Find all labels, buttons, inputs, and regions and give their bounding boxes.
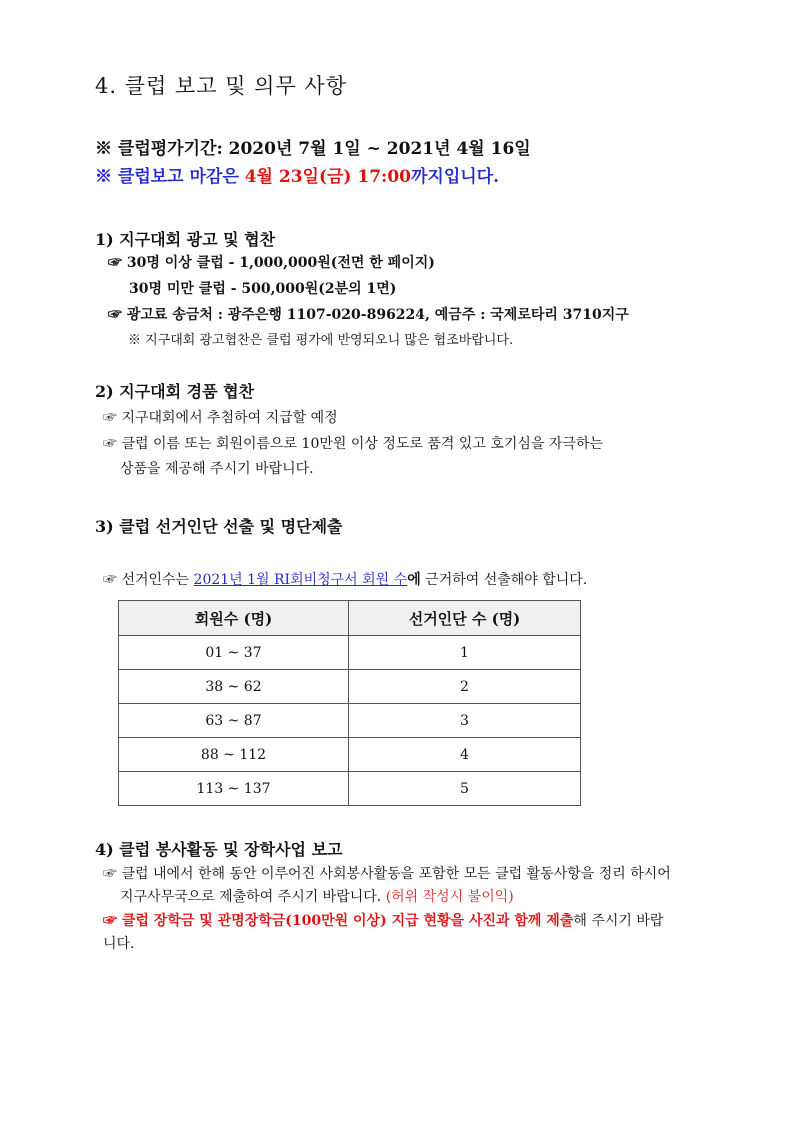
prize-line-2: ☞ 클럽 이름 또는 회원이름으로 10만원 이상 정도로 품격 있고 호기심을 자극하는 [103, 436, 604, 452]
member-range-cell: 38 ~ 62 [119, 670, 349, 704]
section-title: 4. 클럽 보고 및 의무 사항 [95, 74, 347, 98]
subsection-2-title: 2) 지구대회 경품 협찬 [95, 382, 255, 401]
elector-intro [103, 569, 587, 589]
header-member-count: 회원수 (명) [119, 601, 349, 636]
scholarship-report-emphasis: ☞ 클럽 장학금 및 관명장학금(100만원 이상) 지급 현황을 사진과 함께 제출 [103, 913, 574, 929]
prize-line-3: 상품을 제공해 주시기 바랍니다. [120, 461, 314, 477]
table-row [119, 738, 581, 772]
member-range-cell: 88 ~ 112 [119, 738, 349, 772]
elector-table [118, 600, 581, 806]
ad-note: ※ 지구대회 광고협찬은 클럽 평가에 반영되오니 많은 협조바랍니다. [128, 333, 514, 348]
elector-count-cell: 3 [349, 704, 581, 738]
ad-payment-info: ☞ 광고료 송금처 : 광주은행 1107-020-896224, 예금주 : 국제로타리 3710지구 [108, 307, 629, 323]
subsection-3-title: 3) 클럽 선거인단 선출 및 명단제출 [95, 517, 343, 536]
false-report-warning: (허위 작성시 불이익) [385, 889, 514, 905]
deadline-notice [95, 162, 499, 187]
table-header-row [119, 601, 581, 636]
elector-intro-particle: 에 [407, 572, 421, 588]
elector-intro-prefix: ☞ 선거인수는 [103, 572, 194, 588]
elector-count-cell: 2 [349, 670, 581, 704]
table-row [119, 704, 581, 738]
report-line-4: 니다. [103, 936, 135, 952]
subsection-4-title: 4) 클럽 봉사활동 및 장학사업 보고 [95, 840, 343, 859]
evaluation-period-notice: ※ 클럽평가기간: 2020년 7월 1일 ~ 2021년 4월 16일 [95, 139, 531, 159]
table-row [119, 670, 581, 704]
report-line-2 [120, 886, 514, 906]
table-row [119, 636, 581, 670]
prize-line-1: ☞ 지구대회에서 추첨하여 지급할 예정 [103, 410, 338, 426]
elector-basis-link[interactable]: 2021년 1월 RI회비청구서 회원 수 [193, 572, 408, 588]
member-range-cell: 01 ~ 37 [119, 636, 349, 670]
table-row [119, 772, 581, 806]
deadline-prefix: ※ 클럽보고 마감은 [95, 167, 245, 187]
ad-price-line-2: 30명 미만 클럽 - 500,000원(2분의 1면) [129, 281, 397, 297]
subsection-1-title: 1) 지구대회 광고 및 협찬 [95, 230, 276, 249]
member-range-cell: 113 ~ 137 [119, 772, 349, 806]
header-elector-count: 선거인단 수 (명) [349, 601, 581, 636]
report-line-3 [103, 910, 663, 930]
report-line-3-suffix: 해 주시기 바랍 [573, 913, 664, 929]
elector-count-cell: 4 [349, 738, 581, 772]
elector-count-cell: 5 [349, 772, 581, 806]
report-line-2-text: 지구사무국으로 제출하여 주시기 바랍니다. [120, 889, 386, 905]
elector-count-cell: 1 [349, 636, 581, 670]
ad-price-line-1: ☞ 30명 이상 클럽 - 1,000,000원(전면 한 페이지) [108, 255, 435, 271]
elector-intro-suffix: 근거하여 선출해야 합니다. [420, 572, 588, 588]
report-line-1: ☞ 클럽 내에서 한해 동안 이루어진 사회봉사활동을 포함한 모든 클럽 활동사항을 정리 하시어 [103, 866, 671, 882]
deadline-date: 4월 23일(금) 17:00 [244, 167, 411, 187]
member-range-cell: 63 ~ 87 [119, 704, 349, 738]
deadline-suffix: 까지입니다. [410, 167, 500, 187]
